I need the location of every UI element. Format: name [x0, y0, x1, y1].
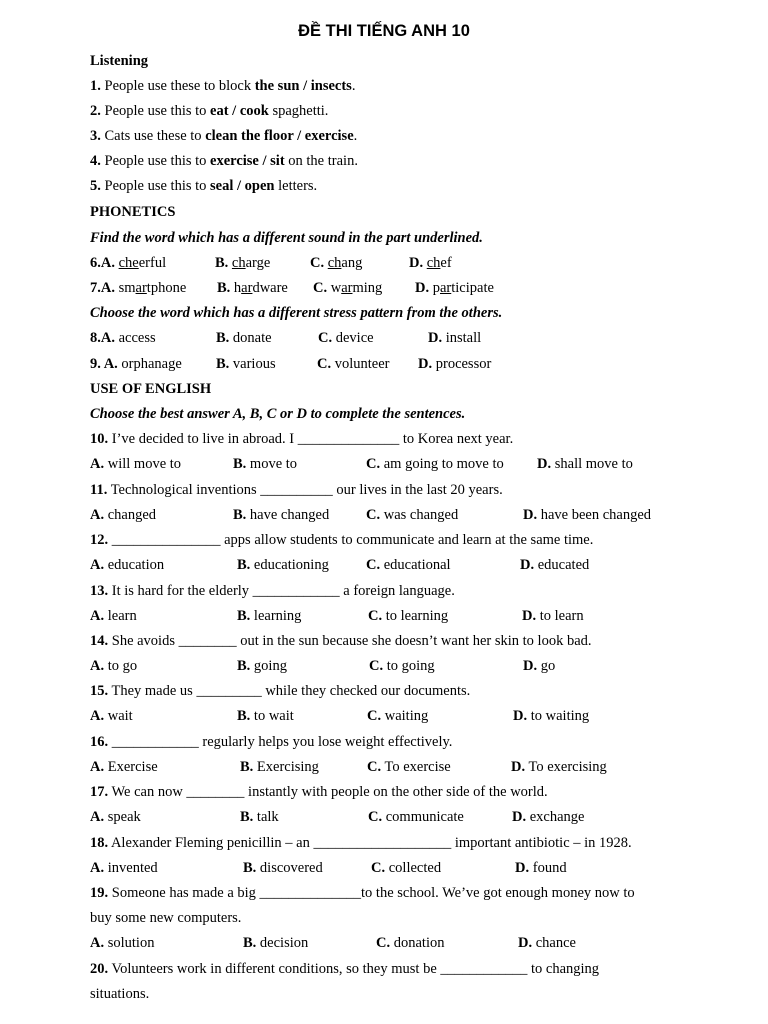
question-number: 18. [90, 835, 109, 851]
option-text: sm [114, 280, 136, 296]
question-text: It is hard for the elderly ____________ a foreign language. [108, 583, 455, 599]
phonetics-instruction-2: Choose the word which has a different stress pattern from the others. [90, 305, 503, 321]
item-text: People use this to [100, 103, 211, 119]
option-label: C. [368, 809, 383, 825]
option-b [233, 455, 297, 473]
option-label: D. [513, 708, 528, 724]
option-label: C. [310, 255, 325, 271]
option-b [240, 758, 319, 776]
option-label: D. [428, 330, 443, 346]
option-label: C. [366, 557, 381, 573]
question-stem [90, 430, 513, 448]
option-text: talk [256, 809, 279, 825]
listening-heading: Listening [90, 53, 149, 69]
option-label: D. [512, 809, 527, 825]
option-underlined: ar [341, 280, 353, 296]
listening-item [90, 127, 357, 145]
option-b [215, 254, 270, 272]
option-label: B. [240, 809, 254, 825]
option-text: to learning [385, 608, 449, 624]
option-text: educated [537, 557, 590, 573]
option-d [537, 455, 633, 473]
option-underlined: ch [231, 255, 246, 271]
option-d [513, 707, 589, 725]
question-stem [90, 481, 503, 499]
option-underlined: ch [426, 255, 441, 271]
listening-item [90, 77, 355, 95]
option-label: A. [90, 708, 105, 724]
option-text: processor [435, 356, 492, 372]
question-7 [90, 279, 186, 297]
option-d [512, 808, 584, 826]
option-a [90, 455, 181, 473]
question-stem [90, 834, 632, 852]
option-label: B. [237, 708, 251, 724]
question-stem [90, 783, 548, 801]
item-number: 2. [90, 103, 101, 119]
question-number: 16. [90, 734, 109, 750]
option-text: waiting [384, 708, 429, 724]
item-text: People use this to [100, 178, 211, 194]
option-label: C. [318, 330, 333, 346]
option-label: B. [237, 658, 251, 674]
option-label: D. [537, 456, 552, 472]
use-of-english-heading: USE OF ENGLISH [90, 381, 212, 397]
option-text: w [327, 280, 342, 296]
option-text: orphanage [117, 356, 182, 372]
option-label: B. [233, 507, 247, 523]
option-text: wait [107, 708, 133, 724]
option-label: B. [237, 608, 251, 624]
question-8 [90, 329, 156, 347]
question-number: 10. [90, 431, 109, 447]
option-label: A. [90, 507, 105, 523]
option-b [237, 707, 294, 725]
option-c [317, 355, 390, 373]
item-choice: seal / open [210, 178, 275, 194]
option-text: changed [107, 507, 157, 523]
option-c [366, 506, 458, 524]
question-text: _______________ apps allow students to communicate and learn at the same time. [108, 532, 594, 548]
option-text: donation [393, 935, 445, 951]
question-text: They made us _________ while they checked our documents. [108, 683, 471, 699]
option-label: C. [376, 935, 391, 951]
option-text: have been changed [540, 507, 652, 523]
option-text: install [445, 330, 482, 346]
option-a [90, 506, 156, 524]
option-text: exchange [529, 809, 585, 825]
option-label: C. [367, 708, 382, 724]
option-d [515, 859, 567, 877]
option-text: To exercise [384, 759, 451, 775]
option-d [523, 506, 651, 524]
option-c [371, 859, 441, 877]
option-b [237, 657, 287, 675]
option-text: learn [107, 608, 137, 624]
option-text: dware [252, 280, 288, 296]
option-text: will move to [107, 456, 182, 472]
option-text: educational [383, 557, 451, 573]
question-text: Technological inventions __________ our lives in the last 20 years. [107, 482, 503, 498]
option-text: invented [107, 860, 158, 876]
option-text: p [429, 280, 440, 296]
option-text: was changed [383, 507, 459, 523]
option-c [366, 455, 504, 473]
option-underlined: ar [241, 280, 253, 296]
option-label: D. [511, 759, 526, 775]
option-label: A. [90, 456, 105, 472]
option-label: C. [367, 759, 382, 775]
question-stem [90, 682, 470, 700]
option-text: erful [138, 255, 167, 271]
option-text: ticipate [451, 280, 494, 296]
option-label: D. [418, 356, 433, 372]
listening-item [90, 152, 358, 170]
option-label: A. [90, 608, 105, 624]
listening-item [90, 102, 328, 120]
option-b [240, 808, 279, 826]
listening-item [90, 177, 317, 195]
option-text: ef [440, 255, 452, 271]
option-underlined: ar [439, 280, 452, 296]
question-number: 8.A. [90, 330, 115, 346]
item-text: People use this to [100, 153, 211, 169]
page-title: ĐỀ THI TIẾNG ANH 10 [298, 22, 470, 40]
option-label: A. [90, 809, 105, 825]
option-c [369, 657, 435, 675]
question-number: 15. [90, 683, 109, 699]
option-text: ming [352, 280, 383, 296]
option-label: C. [366, 507, 381, 523]
option-label: D. [520, 557, 535, 573]
item-choice: the sun / insects [254, 78, 352, 94]
question-text: I’ve decided to live in abroad. I ______________ to Korea next year. [108, 431, 514, 447]
option-underlined: che [118, 255, 139, 271]
option-d [520, 556, 589, 574]
option-b [243, 859, 323, 877]
item-choice: clean the floor / exercise [205, 128, 354, 144]
option-b [243, 934, 308, 952]
option-label: C. [371, 860, 386, 876]
option-text: Exercising [256, 759, 319, 775]
option-label: D. [523, 658, 538, 674]
option-text: found [532, 860, 567, 876]
option-label: D. [522, 608, 537, 624]
question-stem [90, 960, 599, 978]
option-a [90, 859, 158, 877]
option-label: D. [523, 507, 538, 523]
option-label: D. [518, 935, 533, 951]
option-text: shall move to [554, 456, 633, 472]
item-text-end: . [351, 78, 356, 94]
option-label: A. [90, 759, 105, 775]
question-number: 14. [90, 633, 109, 649]
question-text: She avoids ________ out in the sun because she doesn’t want her skin to look bad. [108, 633, 592, 649]
question-text: Volunteers work in different conditions, so they must be ____________ to changing [108, 961, 600, 977]
option-label: A. [90, 557, 105, 573]
question-number: 7.A. [90, 280, 115, 296]
option-label: C. [366, 456, 381, 472]
option-d [511, 758, 607, 776]
question-stem [90, 632, 592, 650]
question-stem [90, 884, 635, 902]
option-text: decision [259, 935, 309, 951]
question-stem [90, 733, 452, 751]
option-text: device [335, 330, 374, 346]
option-text: Exercise [107, 759, 158, 775]
option-text: to go [107, 658, 138, 674]
option-b [233, 506, 329, 524]
option-text: to learn [539, 608, 584, 624]
option-text: various [232, 356, 276, 372]
option-text: communicate [385, 809, 464, 825]
option-underlined: ch [327, 255, 342, 271]
question-number: 20. [90, 961, 109, 977]
option-text: am going to move to [383, 456, 504, 472]
option-a [90, 758, 158, 776]
option-label: D. [515, 860, 530, 876]
option-text: going [253, 658, 287, 674]
question-text-continued: buy some new computers. [90, 910, 242, 926]
option-text: to wait [253, 708, 294, 724]
option-b [237, 607, 301, 625]
item-number: 1. [90, 78, 101, 94]
question-number: 13. [90, 583, 109, 599]
option-c [313, 279, 382, 297]
option-label: A. [90, 860, 105, 876]
question-text: We can now ________ instantly with people on the other side of the world. [108, 784, 548, 800]
option-text: access [114, 330, 156, 346]
option-text: To exercising [528, 759, 607, 775]
option-text: to going [386, 658, 435, 674]
option-label: B. [240, 759, 254, 775]
option-label: C. [369, 658, 384, 674]
option-a [90, 556, 164, 574]
question-number: 6.A. [90, 255, 115, 271]
option-c [310, 254, 362, 272]
item-text-end: . [353, 128, 358, 144]
option-a [90, 934, 154, 952]
item-number: 4. [90, 153, 101, 169]
option-label: B. [233, 456, 247, 472]
phonetics-heading: PHONETICS [90, 204, 176, 220]
option-label: B. [217, 280, 231, 296]
option-b [216, 355, 276, 373]
option-c [368, 607, 448, 625]
question-number: 19. [90, 885, 109, 901]
option-label: B. [216, 330, 230, 346]
option-c [367, 707, 428, 725]
option-b [217, 279, 288, 297]
question-stem [90, 531, 593, 549]
phonetics-instruction-1: Find the word which has a different sound in the part underlined. [90, 230, 483, 246]
option-c [368, 808, 464, 826]
option-label: B. [215, 255, 229, 271]
option-text: ang [341, 255, 363, 271]
option-text: go [540, 658, 556, 674]
option-d [522, 607, 584, 625]
item-text-end: on the train. [284, 153, 358, 169]
item-text-end: letters. [274, 178, 318, 194]
option-label: C. [317, 356, 332, 372]
option-text: educationing [253, 557, 329, 573]
option-d [428, 329, 481, 347]
option-a [90, 808, 141, 826]
option-text: arge [245, 255, 271, 271]
question-text-continued: situations. [90, 986, 150, 1002]
option-b [216, 329, 272, 347]
item-choice: eat / cook [210, 103, 269, 119]
option-text: learning [253, 608, 302, 624]
option-label: B. [216, 356, 230, 372]
option-d [418, 355, 491, 373]
option-c [367, 758, 451, 776]
option-c [318, 329, 374, 347]
option-label: D. [409, 255, 424, 271]
option-text: volunteer [334, 356, 390, 372]
question-number: 12. [90, 532, 109, 548]
option-d [409, 254, 452, 272]
option-text: donate [232, 330, 272, 346]
option-b [237, 556, 329, 574]
item-text: Cats use these to [100, 128, 206, 144]
option-label: C. [368, 608, 383, 624]
item-number: 5. [90, 178, 101, 194]
option-a [90, 607, 137, 625]
option-label: A. [90, 935, 105, 951]
question-number: 17. [90, 784, 109, 800]
option-text: education [107, 557, 165, 573]
option-label: B. [243, 935, 257, 951]
option-a [90, 707, 133, 725]
question-9 [90, 355, 182, 373]
item-choice: exercise / sit [210, 153, 285, 169]
option-c [366, 556, 451, 574]
option-text: speak [107, 809, 141, 825]
option-text: solution [107, 935, 155, 951]
use-of-english-instruction: Choose the best answer A, B, C or D to complete the sentences. [90, 406, 466, 422]
option-text: move to [249, 456, 298, 472]
question-number: 11. [90, 482, 108, 498]
option-text: have changed [249, 507, 330, 523]
option-text: to waiting [530, 708, 590, 724]
question-stem [90, 582, 455, 600]
question-text: ____________ regularly helps you lose weight effectively. [108, 734, 453, 750]
option-text: chance [535, 935, 576, 951]
item-number: 3. [90, 128, 101, 144]
question-number: 9. A. [90, 356, 118, 372]
option-text: tphone [146, 280, 187, 296]
option-text: h [230, 280, 242, 296]
option-d [523, 657, 555, 675]
option-text: collected [388, 860, 442, 876]
option-a [90, 657, 137, 675]
question-6 [90, 254, 166, 272]
option-d [415, 279, 494, 297]
option-label: C. [313, 280, 328, 296]
option-c [376, 934, 444, 952]
option-underlined: ar [135, 280, 147, 296]
option-d [518, 934, 576, 952]
option-text: discovered [259, 860, 323, 876]
item-text: People use these to block [100, 78, 255, 94]
option-label: A. [90, 658, 105, 674]
option-label: D. [415, 280, 430, 296]
option-label: B. [243, 860, 257, 876]
question-text: Alexander Fleming penicillin – an ___________________ important antibiotic – in 1928. [108, 835, 632, 851]
question-text: Someone has made a big ______________to the school. We’ve got enough money now to [108, 885, 635, 901]
item-text-end: spaghetti. [268, 103, 329, 119]
option-label: B. [237, 557, 251, 573]
